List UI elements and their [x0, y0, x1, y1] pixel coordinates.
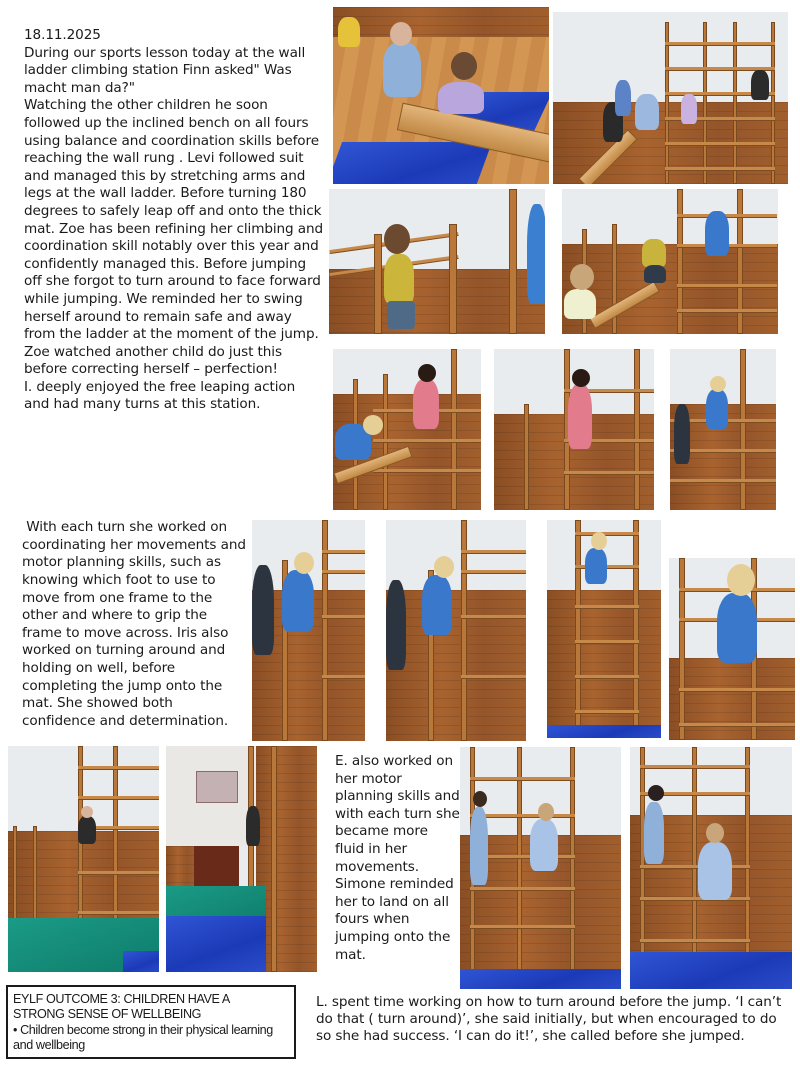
photo-girl-blue-stepping-down — [386, 520, 526, 741]
photo-child-side-view — [166, 746, 317, 972]
photo-child-high-green-mat — [8, 746, 159, 972]
photo-girl-blue-high — [547, 520, 661, 738]
intro-paragraph-i: I. deeply enjoyed the free leaping action and had many turns at this station. — [24, 378, 296, 413]
photo-two-children-on-rungs — [460, 747, 621, 989]
document-date: 18.11.2025 — [24, 27, 101, 43]
photo-girl-blue-stepping — [670, 349, 776, 510]
photo-boy-yellow-shirt — [329, 189, 545, 334]
outcome-bullet: • Children become strong in their physical learning and wellbeing — [13, 1022, 273, 1053]
intro-paragraph-finn: During our sports lesson today at the wall ladder climbing station Finn asked" Was macht man da?" — [24, 44, 306, 96]
outcome-title-line2: STRONG SENSE OF WELLBEING — [13, 1007, 202, 1022]
intro-text-block — [24, 27, 324, 414]
eylf-outcome-box — [6, 985, 296, 1059]
photo-girl-pink-on-rung — [494, 349, 654, 510]
photo-bench-climb — [333, 7, 549, 184]
photo-ladder-from-bench — [562, 189, 778, 334]
e-text-block — [335, 753, 461, 964]
intro-paragraph-main: Watching the other children he soon followed up the inclined bench on all fours using balance and coordination skills before reaching the wall rung . Levi followed suit and managed this by stretching arms and legs at the wall ladder. Before turning 180 degrees to safely leap off and onto the thick mat. Zoe has been refining her climbing and coordination skill notably over this year and confidently managed this. Before jumping off she forgot to turn around to face forward while jumping. We reminded her to swing herself around to remain safe and away from the ladder at the moment of the jump. Zoe watched another child do just this before correcting herself – perfection! — [24, 97, 324, 378]
e-paragraph: E. also worked on her motor planning skills and with each turn she became more fluid in her movements. Simone reminded her to land on all fours when jumping onto the mat. — [335, 753, 460, 963]
iris-text-block — [22, 484, 251, 748]
iris-paragraph: With each turn she worked on coordinating her movements and motor planning skills, such as knowing which foot to use to move from one frame to the other and where to grip the frame to move across. Iris also worked on turning around and holding on well, before completing the jump onto the mat. She showed both confidence and determination. — [22, 519, 251, 729]
photo-girl-light-blue-jumping — [630, 747, 792, 989]
photo-group-ladder — [553, 12, 788, 184]
outcome-title-line1: EYLF OUTCOME 3: CHILDREN HAVE A — [13, 992, 230, 1006]
photo-girl-blue-holding — [252, 520, 365, 741]
l-text-block — [316, 994, 794, 1046]
photo-girl-pink-from-bench — [333, 349, 481, 510]
l-paragraph: L. spent time working on how to turn around before the jump. ‘I can’t do that ( turn around)’, she said initially, but when encouraged to do so she had success. ‘I can do it!’, she called before she jumped. — [316, 994, 782, 1045]
photo-girl-blue-jumping — [669, 558, 795, 740]
